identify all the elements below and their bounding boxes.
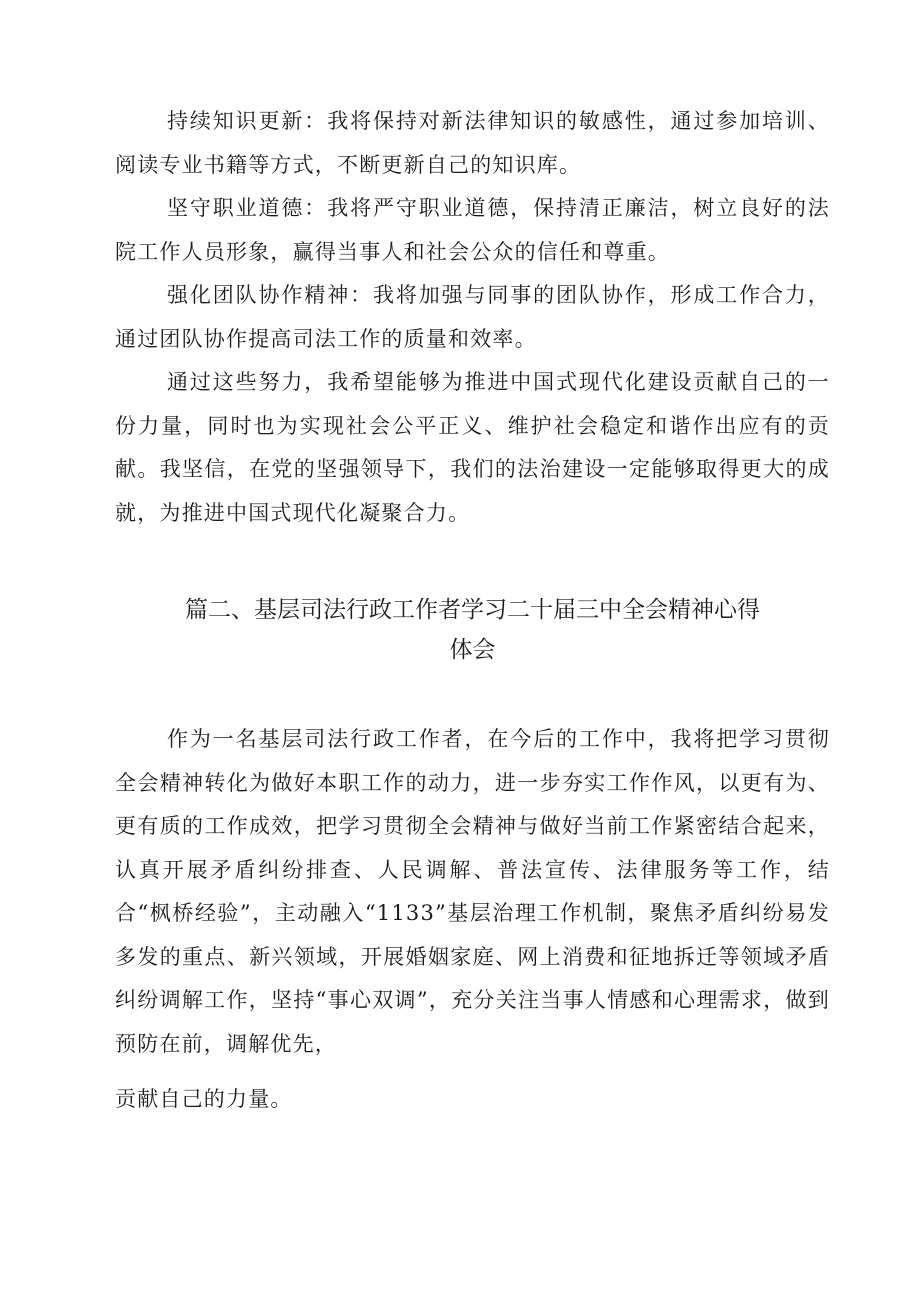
section-heading-line2: 体会: [449, 637, 496, 663]
paragraph-closing-line: 贡献自己的力量。: [115, 1087, 293, 1111]
section-heading: [115, 590, 830, 670]
paragraph-teamwork: 强化团队协作精神：我将加强与同事的团队协作，形成工作合力，通过团队协作提高司法工作的质量和效率。: [115, 283, 830, 351]
paragraph-body: 作为一名基层司法行政工作者，在今后的工作中，我将把学习贯彻全会精神转化为做好本职工作的动力，进一步夯实工作作风，以更有为、更有质的工作成效，把学习贯彻全会精神与做好当前工作紧密结合起来，认真开展矛盾纠纷排查、人民调解、普法宣传、法律服务等工作，结合“枫桥经验”，主动融入“1133”基层治理工作机制，聚焦矛盾纠纷易发多发的重点、新兴领域，开展婚姻家庭、网上消费和征地拆迁等领域矛盾纠纷调解工作，坚持“事心双调”，充分关注当事人情感和心理需求，做到预防在前，调解优先，: [115, 727, 830, 1056]
paragraph-knowledge-update: 持续知识更新：我将保持对新法律知识的敏感性，通过参加培训、阅读专业书籍等方式，不断更新自己的知识库。: [115, 109, 830, 177]
paragraph-conclusion: 通过这些努力，我希望能够为推进中国式现代化建设贡献自己的一份力量，同时也为实现社会公平正义、维护社会稳定和谐作出应有的贡献。我坚信，在党的坚强领导下，我们的法治建设一定能够取得更大的成就，为推进中国式现代化凝聚合力。: [115, 370, 830, 525]
paragraph-professional-ethics: 坚守职业道德：我将严守职业道德，保持清正廉洁，树立良好的法院工作人员形象，赢得当事人和社会公众的信任和尊重。: [115, 196, 830, 264]
section-heading-line1: 篇二、基层司法行政工作者学习二十届三中全会精神心得: [185, 597, 760, 623]
